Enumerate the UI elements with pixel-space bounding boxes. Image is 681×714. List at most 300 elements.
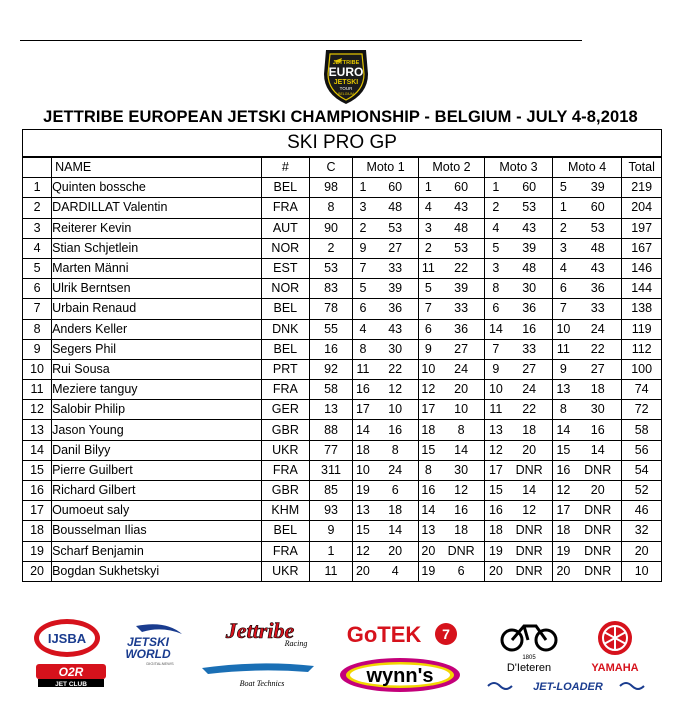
moto2-position-cell: 13 bbox=[418, 521, 438, 541]
moto4-position-cell: 14 bbox=[552, 420, 574, 440]
rider-name-cell: Danil Bilyy bbox=[52, 440, 262, 460]
header-name: NAME bbox=[52, 157, 262, 178]
table-row bbox=[23, 400, 662, 420]
moto4-position-cell: 20 bbox=[552, 561, 574, 581]
moto4-points-cell: 43 bbox=[574, 258, 622, 278]
jettribe-text: Jettribe bbox=[225, 618, 295, 643]
moto4-position-cell: 18 bbox=[552, 521, 574, 541]
nation-cell: BEL bbox=[261, 521, 309, 541]
moto3-position-cell: 4 bbox=[485, 218, 507, 238]
moto1-points-cell: 48 bbox=[373, 198, 419, 218]
moto2-points-cell: 27 bbox=[438, 339, 485, 359]
moto4-position-cell: 11 bbox=[552, 339, 574, 359]
jetskiworld-text2: WORLD bbox=[125, 647, 171, 661]
moto4-points-cell: DNR bbox=[574, 521, 622, 541]
moto1-position-cell: 1 bbox=[353, 178, 373, 198]
nation-cell: BEL bbox=[261, 339, 309, 359]
total-points-cell: 46 bbox=[622, 501, 662, 521]
moto2-position-cell: 11 bbox=[418, 258, 438, 278]
moto2-points-cell: 53 bbox=[438, 238, 485, 258]
table-row bbox=[23, 561, 662, 581]
rider-name-cell: Richard Gilbert bbox=[52, 481, 262, 501]
moto3-points-cell: 12 bbox=[507, 501, 553, 521]
moto4-points-cell: 16 bbox=[574, 420, 622, 440]
moto3-points-cell: 18 bbox=[507, 420, 553, 440]
total-points-cell: 197 bbox=[622, 218, 662, 238]
logo-line1: JETTRIBE bbox=[332, 60, 360, 66]
nation-cell: DNK bbox=[261, 319, 309, 339]
rider-name-cell: Stian Schjetlein bbox=[52, 238, 262, 258]
moto4-position-cell: 5 bbox=[552, 178, 574, 198]
rank-cell: 18 bbox=[23, 521, 52, 541]
sponsors-strip bbox=[0, 608, 681, 708]
header-pos bbox=[23, 157, 52, 178]
total-points-cell: 119 bbox=[622, 319, 662, 339]
race-number-cell: 58 bbox=[309, 380, 353, 400]
moto3-points-cell: 30 bbox=[507, 279, 553, 299]
moto3-points-cell: DNR bbox=[507, 561, 553, 581]
rank-cell: 5 bbox=[23, 258, 52, 278]
moto2-position-cell: 19 bbox=[418, 561, 438, 581]
moto3-points-cell: 20 bbox=[507, 440, 553, 460]
total-points-cell: 56 bbox=[622, 440, 662, 460]
race-number-cell: 83 bbox=[309, 279, 353, 299]
race-number-cell: 90 bbox=[309, 218, 353, 238]
moto2-position-cell: 17 bbox=[418, 400, 438, 420]
moto2-points-cell: 8 bbox=[438, 420, 485, 440]
moto2-position-cell: 2 bbox=[418, 238, 438, 258]
moto4-position-cell: 17 bbox=[552, 501, 574, 521]
moto3-position-cell: 18 bbox=[485, 521, 507, 541]
moto2-points-cell: 30 bbox=[438, 460, 485, 480]
moto2-position-cell: 18 bbox=[418, 420, 438, 440]
moto4-position-cell: 2 bbox=[552, 218, 574, 238]
moto4-points-cell: 14 bbox=[574, 440, 622, 460]
nation-cell: FRA bbox=[261, 380, 309, 400]
moto3-position-cell: 13 bbox=[485, 420, 507, 440]
moto3-points-cell: 53 bbox=[507, 198, 553, 218]
moto4-points-cell: 30 bbox=[574, 400, 622, 420]
moto1-position-cell: 17 bbox=[353, 400, 373, 420]
header-nat: # bbox=[261, 157, 309, 178]
rider-name-cell: Anders Keller bbox=[52, 319, 262, 339]
moto2-points-cell: 12 bbox=[438, 481, 485, 501]
rank-cell: 1 bbox=[23, 178, 52, 198]
moto3-points-cell: 48 bbox=[507, 258, 553, 278]
moto2-points-cell: 10 bbox=[438, 400, 485, 420]
moto2-position-cell: 5 bbox=[418, 279, 438, 299]
moto3-position-cell: 14 bbox=[485, 319, 507, 339]
rider-name-cell: Bogdan Sukhetskyi bbox=[52, 561, 262, 581]
moto4-position-cell: 15 bbox=[552, 440, 574, 460]
nation-cell: GBR bbox=[261, 481, 309, 501]
moto1-points-cell: 16 bbox=[373, 420, 419, 440]
moto1-position-cell: 11 bbox=[353, 359, 373, 379]
rider-name-cell: Segers Phil bbox=[52, 339, 262, 359]
moto1-position-cell: 15 bbox=[353, 521, 373, 541]
moto4-points-cell: 27 bbox=[574, 359, 622, 379]
moto4-position-cell: 19 bbox=[552, 541, 574, 561]
rank-cell: 7 bbox=[23, 299, 52, 319]
moto3-points-cell: 27 bbox=[507, 359, 553, 379]
moto3-points-cell: 16 bbox=[507, 319, 553, 339]
moto1-points-cell: 43 bbox=[373, 319, 419, 339]
table-row bbox=[23, 299, 662, 319]
moto2-points-cell: 18 bbox=[438, 521, 485, 541]
yamaha-text: YAMAHA bbox=[591, 662, 639, 674]
page-title: JETTRIBE EUROPEAN JETSKI CHAMPIONSHIP - BELGIUM - JULY 4-8,2018 bbox=[43, 108, 638, 126]
moto1-position-cell: 10 bbox=[353, 460, 373, 480]
nation-cell: UKR bbox=[261, 440, 309, 460]
total-points-cell: 204 bbox=[622, 198, 662, 218]
moto2-position-cell: 16 bbox=[418, 481, 438, 501]
boat-technics-logo bbox=[198, 658, 318, 692]
total-points-cell: 52 bbox=[622, 481, 662, 501]
moto3-points-cell: 39 bbox=[507, 238, 553, 258]
nation-cell: GER bbox=[261, 400, 309, 420]
rank-cell: 11 bbox=[23, 380, 52, 400]
nation-cell: BEL bbox=[261, 299, 309, 319]
logo-line5: BELGIUM bbox=[338, 92, 354, 96]
moto1-position-cell: 14 bbox=[353, 420, 373, 440]
moto4-points-cell: 39 bbox=[574, 178, 622, 198]
rank-cell: 4 bbox=[23, 238, 52, 258]
moto3-points-cell: DNR bbox=[507, 460, 553, 480]
moto4-points-cell: 18 bbox=[574, 380, 622, 400]
moto1-position-cell: 3 bbox=[353, 198, 373, 218]
race-number-cell: 98 bbox=[309, 178, 353, 198]
gotek-logo bbox=[338, 618, 462, 648]
moto4-points-cell: 53 bbox=[574, 218, 622, 238]
moto1-points-cell: 10 bbox=[373, 400, 419, 420]
moto2-points-cell: 36 bbox=[438, 319, 485, 339]
moto4-position-cell: 6 bbox=[552, 279, 574, 299]
table-row bbox=[23, 218, 662, 238]
moto3-position-cell: 6 bbox=[485, 299, 507, 319]
race-number-cell: 77 bbox=[309, 440, 353, 460]
moto2-points-cell: 22 bbox=[438, 258, 485, 278]
race-number-cell: 13 bbox=[309, 400, 353, 420]
nation-cell: KHM bbox=[261, 501, 309, 521]
rank-cell: 14 bbox=[23, 440, 52, 460]
race-number-cell: 11 bbox=[309, 561, 353, 581]
rider-name-cell: Bousselman Ilias bbox=[52, 521, 262, 541]
total-points-cell: 20 bbox=[622, 541, 662, 561]
moto1-points-cell: 22 bbox=[373, 359, 419, 379]
moto3-points-cell: 60 bbox=[507, 178, 553, 198]
dieteren-logo bbox=[490, 618, 568, 678]
nation-cell: BEL bbox=[261, 178, 309, 198]
moto1-points-cell: 20 bbox=[373, 541, 419, 561]
moto2-position-cell: 8 bbox=[418, 460, 438, 480]
logo-line2: EURO bbox=[328, 65, 364, 79]
race-number-cell: 88 bbox=[309, 420, 353, 440]
table-row bbox=[23, 258, 662, 278]
moto3-position-cell: 17 bbox=[485, 460, 507, 480]
nation-cell: AUT bbox=[261, 218, 309, 238]
moto2-points-cell: 60 bbox=[438, 178, 485, 198]
gotek-text: GoTEK bbox=[346, 622, 422, 647]
rank-cell: 3 bbox=[23, 218, 52, 238]
rank-cell: 19 bbox=[23, 541, 52, 561]
moto3-position-cell: 12 bbox=[485, 440, 507, 460]
o2r-text: O2R bbox=[58, 665, 84, 679]
rank-cell: 15 bbox=[23, 460, 52, 480]
race-number-cell: 55 bbox=[309, 319, 353, 339]
moto3-points-cell: 22 bbox=[507, 400, 553, 420]
moto1-position-cell: 19 bbox=[353, 481, 373, 501]
rank-cell: 10 bbox=[23, 359, 52, 379]
moto1-points-cell: 53 bbox=[373, 218, 419, 238]
moto3-position-cell: 8 bbox=[485, 279, 507, 299]
moto1-position-cell: 20 bbox=[353, 561, 373, 581]
ijsba-logo bbox=[33, 618, 101, 658]
moto2-points-cell: 43 bbox=[438, 198, 485, 218]
moto3-position-cell: 20 bbox=[485, 561, 507, 581]
moto2-points-cell: DNR bbox=[438, 541, 485, 561]
total-points-cell: 72 bbox=[622, 400, 662, 420]
moto3-position-cell: 15 bbox=[485, 481, 507, 501]
rider-name-cell: Oumoeut saly bbox=[52, 501, 262, 521]
moto1-points-cell: 39 bbox=[373, 279, 419, 299]
moto4-position-cell: 8 bbox=[552, 400, 574, 420]
top-rule bbox=[20, 40, 582, 41]
total-points-cell: 32 bbox=[622, 521, 662, 541]
moto3-points-cell: 24 bbox=[507, 380, 553, 400]
moto1-points-cell: 33 bbox=[373, 258, 419, 278]
moto1-points-cell: 27 bbox=[373, 238, 419, 258]
moto1-points-cell: 12 bbox=[373, 380, 419, 400]
jetskiworld-text3: DIGITALNEWS bbox=[146, 661, 174, 666]
table-row bbox=[23, 380, 662, 400]
moto3-points-cell: DNR bbox=[507, 541, 553, 561]
moto3-position-cell: 7 bbox=[485, 339, 507, 359]
moto1-position-cell: 8 bbox=[353, 339, 373, 359]
nation-cell: EST bbox=[261, 258, 309, 278]
rank-cell: 16 bbox=[23, 481, 52, 501]
table-row bbox=[23, 198, 662, 218]
rider-name-cell: Rui Sousa bbox=[52, 359, 262, 379]
race-number-cell: 92 bbox=[309, 359, 353, 379]
nation-cell: NOR bbox=[261, 279, 309, 299]
moto3-points-cell: DNR bbox=[507, 521, 553, 541]
moto3-points-cell: 33 bbox=[507, 339, 553, 359]
jettribe-racing-logo bbox=[200, 618, 322, 648]
header-moto2: Moto 2 bbox=[418, 157, 484, 178]
moto2-position-cell: 3 bbox=[418, 218, 438, 238]
nation-cell: NOR bbox=[261, 238, 309, 258]
moto2-position-cell: 15 bbox=[418, 440, 438, 460]
moto3-position-cell: 9 bbox=[485, 359, 507, 379]
moto2-position-cell: 20 bbox=[418, 541, 438, 561]
rank-cell: 12 bbox=[23, 400, 52, 420]
rider-name-cell: Jason Young bbox=[52, 420, 262, 440]
rank-cell: 17 bbox=[23, 501, 52, 521]
wynns-logo bbox=[338, 656, 462, 694]
rank-cell: 8 bbox=[23, 319, 52, 339]
moto1-points-cell: 4 bbox=[373, 561, 419, 581]
moto2-position-cell: 6 bbox=[418, 319, 438, 339]
jetskiworld-text1: JETSKI bbox=[126, 635, 170, 649]
rider-name-cell: Quinten bossche bbox=[52, 178, 262, 198]
moto4-points-cell: 22 bbox=[574, 339, 622, 359]
moto3-points-cell: 14 bbox=[507, 481, 553, 501]
moto4-position-cell: 13 bbox=[552, 380, 574, 400]
moto4-position-cell: 12 bbox=[552, 481, 574, 501]
header-moto3: Moto 3 bbox=[485, 157, 553, 178]
total-points-cell: 112 bbox=[622, 339, 662, 359]
moto2-points-cell: 20 bbox=[438, 380, 485, 400]
moto4-position-cell: 1 bbox=[552, 198, 574, 218]
nation-cell: FRA bbox=[261, 198, 309, 218]
moto4-position-cell: 10 bbox=[552, 319, 574, 339]
moto3-position-cell: 19 bbox=[485, 541, 507, 561]
table-row bbox=[23, 178, 662, 198]
table-row bbox=[23, 460, 662, 480]
gotek-badge: 7 bbox=[442, 626, 450, 642]
ijsba-text: IJSBA bbox=[47, 631, 87, 646]
header-moto1: Moto 1 bbox=[353, 157, 418, 178]
moto2-points-cell: 16 bbox=[438, 501, 485, 521]
moto3-points-cell: 36 bbox=[507, 299, 553, 319]
table-row bbox=[23, 481, 662, 501]
moto1-position-cell: 13 bbox=[353, 501, 373, 521]
moto1-points-cell: 8 bbox=[373, 440, 419, 460]
moto4-points-cell: 20 bbox=[574, 481, 622, 501]
table-row bbox=[23, 339, 662, 359]
moto2-position-cell: 4 bbox=[418, 198, 438, 218]
moto4-points-cell: 48 bbox=[574, 238, 622, 258]
header-num: C bbox=[309, 157, 353, 178]
results-table bbox=[22, 129, 662, 582]
moto2-position-cell: 9 bbox=[418, 339, 438, 359]
moto1-position-cell: 6 bbox=[353, 299, 373, 319]
moto4-points-cell: 60 bbox=[574, 198, 622, 218]
race-number-cell: 53 bbox=[309, 258, 353, 278]
race-number-cell: 93 bbox=[309, 501, 353, 521]
table-row bbox=[23, 501, 662, 521]
moto3-position-cell: 5 bbox=[485, 238, 507, 258]
moto4-position-cell: 9 bbox=[552, 359, 574, 379]
rank-cell: 9 bbox=[23, 339, 52, 359]
wynns-text: wynn's bbox=[366, 665, 434, 687]
header-moto4: Moto 4 bbox=[552, 157, 622, 178]
total-points-cell: 100 bbox=[622, 359, 662, 379]
table-row bbox=[23, 440, 662, 460]
moto4-position-cell: 4 bbox=[552, 258, 574, 278]
moto1-position-cell: 2 bbox=[353, 218, 373, 238]
moto1-points-cell: 60 bbox=[373, 178, 419, 198]
moto4-points-cell: DNR bbox=[574, 541, 622, 561]
race-number-cell: 1 bbox=[309, 541, 353, 561]
moto4-points-cell: 36 bbox=[574, 279, 622, 299]
logo-line3: JETSKI bbox=[333, 79, 359, 86]
total-points-cell: 10 bbox=[622, 561, 662, 581]
moto4-points-cell: 24 bbox=[574, 319, 622, 339]
moto2-position-cell: 12 bbox=[418, 380, 438, 400]
moto2-points-cell: 14 bbox=[438, 440, 485, 460]
moto3-points-cell: 43 bbox=[507, 218, 553, 238]
moto2-points-cell: 39 bbox=[438, 279, 485, 299]
table-caption: SKI PRO GP bbox=[23, 130, 662, 158]
rider-name-cell: Reiterer Kevin bbox=[52, 218, 262, 238]
nation-cell: FRA bbox=[261, 460, 309, 480]
total-points-cell: 167 bbox=[622, 238, 662, 258]
moto2-points-cell: 24 bbox=[438, 359, 485, 379]
boat-technics-text: Boat Technics bbox=[239, 679, 285, 688]
moto3-position-cell: 11 bbox=[485, 400, 507, 420]
moto1-points-cell: 30 bbox=[373, 339, 419, 359]
moto1-points-cell: 14 bbox=[373, 521, 419, 541]
moto1-position-cell: 18 bbox=[353, 440, 373, 460]
total-points-cell: 138 bbox=[622, 299, 662, 319]
race-number-cell: 78 bbox=[309, 299, 353, 319]
total-points-cell: 74 bbox=[622, 380, 662, 400]
rider-name-cell: Meziere tanguy bbox=[52, 380, 262, 400]
rank-cell: 6 bbox=[23, 279, 52, 299]
dieteren-year: 1805 bbox=[522, 655, 536, 661]
table-row bbox=[23, 359, 662, 379]
moto1-position-cell: 5 bbox=[353, 279, 373, 299]
total-points-cell: 219 bbox=[622, 178, 662, 198]
moto2-points-cell: 33 bbox=[438, 299, 485, 319]
moto1-points-cell: 24 bbox=[373, 460, 419, 480]
race-number-cell: 311 bbox=[309, 460, 353, 480]
race-number-cell: 16 bbox=[309, 339, 353, 359]
moto1-position-cell: 4 bbox=[353, 319, 373, 339]
moto1-position-cell: 9 bbox=[353, 238, 373, 258]
table-row bbox=[23, 238, 662, 258]
dieteren-text: D'Ieteren bbox=[506, 662, 552, 674]
table-row bbox=[23, 319, 662, 339]
moto2-position-cell: 7 bbox=[418, 299, 438, 319]
moto4-points-cell: DNR bbox=[574, 561, 622, 581]
race-number-cell: 2 bbox=[309, 238, 353, 258]
moto1-points-cell: 18 bbox=[373, 501, 419, 521]
rank-cell: 20 bbox=[23, 561, 52, 581]
header-total: Total bbox=[622, 157, 662, 178]
moto3-position-cell: 16 bbox=[485, 501, 507, 521]
jetski-world-logo bbox=[106, 622, 188, 668]
moto1-points-cell: 6 bbox=[373, 481, 419, 501]
moto1-points-cell: 36 bbox=[373, 299, 419, 319]
moto1-position-cell: 16 bbox=[353, 380, 373, 400]
nation-cell: FRA bbox=[261, 541, 309, 561]
moto2-position-cell: 1 bbox=[418, 178, 438, 198]
o2r-logo bbox=[36, 664, 106, 688]
moto3-position-cell: 10 bbox=[485, 380, 507, 400]
rider-name-cell: Salobir Philip bbox=[52, 400, 262, 420]
moto4-position-cell: 16 bbox=[552, 460, 574, 480]
total-points-cell: 146 bbox=[622, 258, 662, 278]
jettribe-sub: Racing bbox=[284, 639, 308, 648]
rider-name-cell: Marten Männi bbox=[52, 258, 262, 278]
rider-name-cell: Scharf Benjamin bbox=[52, 541, 262, 561]
nation-cell: PRT bbox=[261, 359, 309, 379]
table-row bbox=[23, 521, 662, 541]
moto2-position-cell: 10 bbox=[418, 359, 438, 379]
rider-name-cell: Pierre Guilbert bbox=[52, 460, 262, 480]
moto4-points-cell: DNR bbox=[574, 460, 622, 480]
rider-name-cell: Urbain Renaud bbox=[52, 299, 262, 319]
moto1-position-cell: 7 bbox=[353, 258, 373, 278]
jet-loader-logo bbox=[484, 676, 652, 696]
race-number-cell: 85 bbox=[309, 481, 353, 501]
rider-name-cell: Ulrik Berntsen bbox=[52, 279, 262, 299]
total-points-cell: 144 bbox=[622, 279, 662, 299]
moto2-position-cell: 14 bbox=[418, 501, 438, 521]
jet-loader-text: JET-LOADER bbox=[533, 681, 603, 693]
